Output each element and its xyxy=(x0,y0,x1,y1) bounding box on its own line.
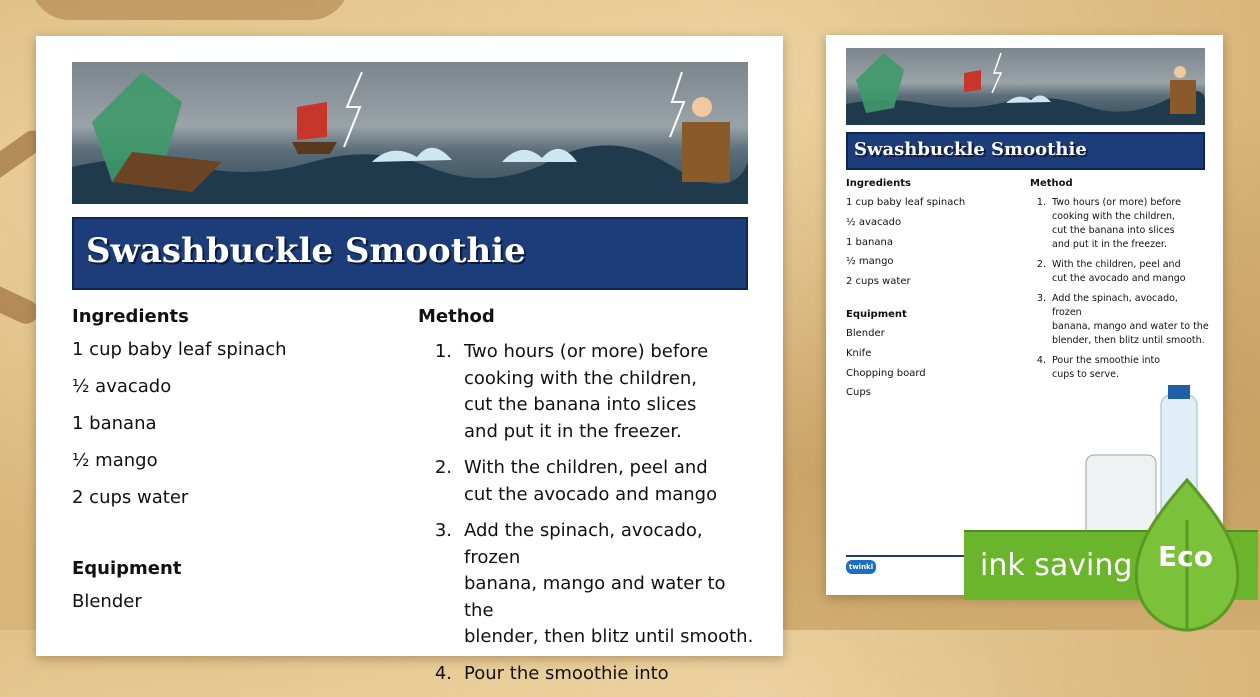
method-step: 4. Pour the smoothie into xyxy=(434,662,669,684)
recipe-sheet-large xyxy=(36,36,783,684)
method-step: 3. Add the spinach, avocado, frozen banana, mango and water to the blender, then blitz until smooth. xyxy=(1036,293,1209,346)
ingredients-column xyxy=(72,306,392,628)
equipment-item: Knife xyxy=(846,347,872,359)
equipment-item: Blender xyxy=(846,327,885,339)
ingredient-item: 1 banana xyxy=(72,413,157,434)
title-bar xyxy=(846,132,1205,170)
ingredient-item: 1 cup baby leaf spinach xyxy=(846,197,966,208)
method-column xyxy=(418,306,758,697)
eco-label: Eco xyxy=(1158,540,1213,573)
equipment-item: Cups xyxy=(846,387,871,399)
recipe-title: Swashbuckle Smoothie xyxy=(854,139,1087,160)
ingredient-item: 2 cups water xyxy=(846,276,911,288)
title-bar xyxy=(72,217,748,290)
method-steps xyxy=(418,339,758,687)
ingredient-item: ½ avacado xyxy=(72,376,172,397)
pirate-banner-illustration xyxy=(846,48,1205,125)
ingredient-item: ½ mango xyxy=(72,450,158,471)
method-step: 2. With the children, peel and cut the avocado and mango xyxy=(434,457,718,505)
method-column xyxy=(1030,178,1210,388)
rope-decoration xyxy=(30,0,350,20)
pirate-banner-illustration xyxy=(72,62,748,204)
equipment-item: Chopping board xyxy=(846,367,926,379)
method-steps xyxy=(1030,196,1210,382)
equipment-item: Blender xyxy=(72,591,142,612)
ink-saving-label: ink saving xyxy=(980,548,1133,583)
ingredient-item: ½ mango xyxy=(846,256,894,268)
ingredients-column xyxy=(846,178,1016,406)
recipe-title: Swashbuckle Smoothie xyxy=(86,231,526,271)
twinkl-logo: twinkl xyxy=(846,560,876,574)
method-step: 4. Pour the smoothie into cups to serve. xyxy=(1036,355,1161,380)
equipment-heading: Equipment xyxy=(72,558,182,579)
method-step: 1. Two hours (or more) before cooking with the children, cut the banana into slices and put it in the freezer. xyxy=(434,341,709,442)
ingredient-item: 2 cups water xyxy=(72,487,189,508)
method-step: 2. With the children, peel and cut the avocado and mango xyxy=(1036,259,1186,284)
ingredients-heading: Ingredients xyxy=(846,178,911,189)
method-heading: Method xyxy=(1030,178,1073,189)
method-step: 3. Add the spinach, avocado, frozen banana, mango and water to the blender, then blitz until smooth. xyxy=(434,520,754,647)
ingredient-item: 1 cup baby leaf spinach xyxy=(72,339,287,360)
equipment-heading: Equipment xyxy=(846,308,907,320)
method-heading: Method xyxy=(418,306,495,327)
method-step: 1. Two hours (or more) before cooking with the children, cut the banana into slices and put it in the freezer. xyxy=(1036,197,1181,250)
ingredients-heading: Ingredients xyxy=(72,306,189,327)
ingredient-item: ½ avacado xyxy=(846,216,902,228)
ingredient-item: 1 banana xyxy=(846,236,893,248)
